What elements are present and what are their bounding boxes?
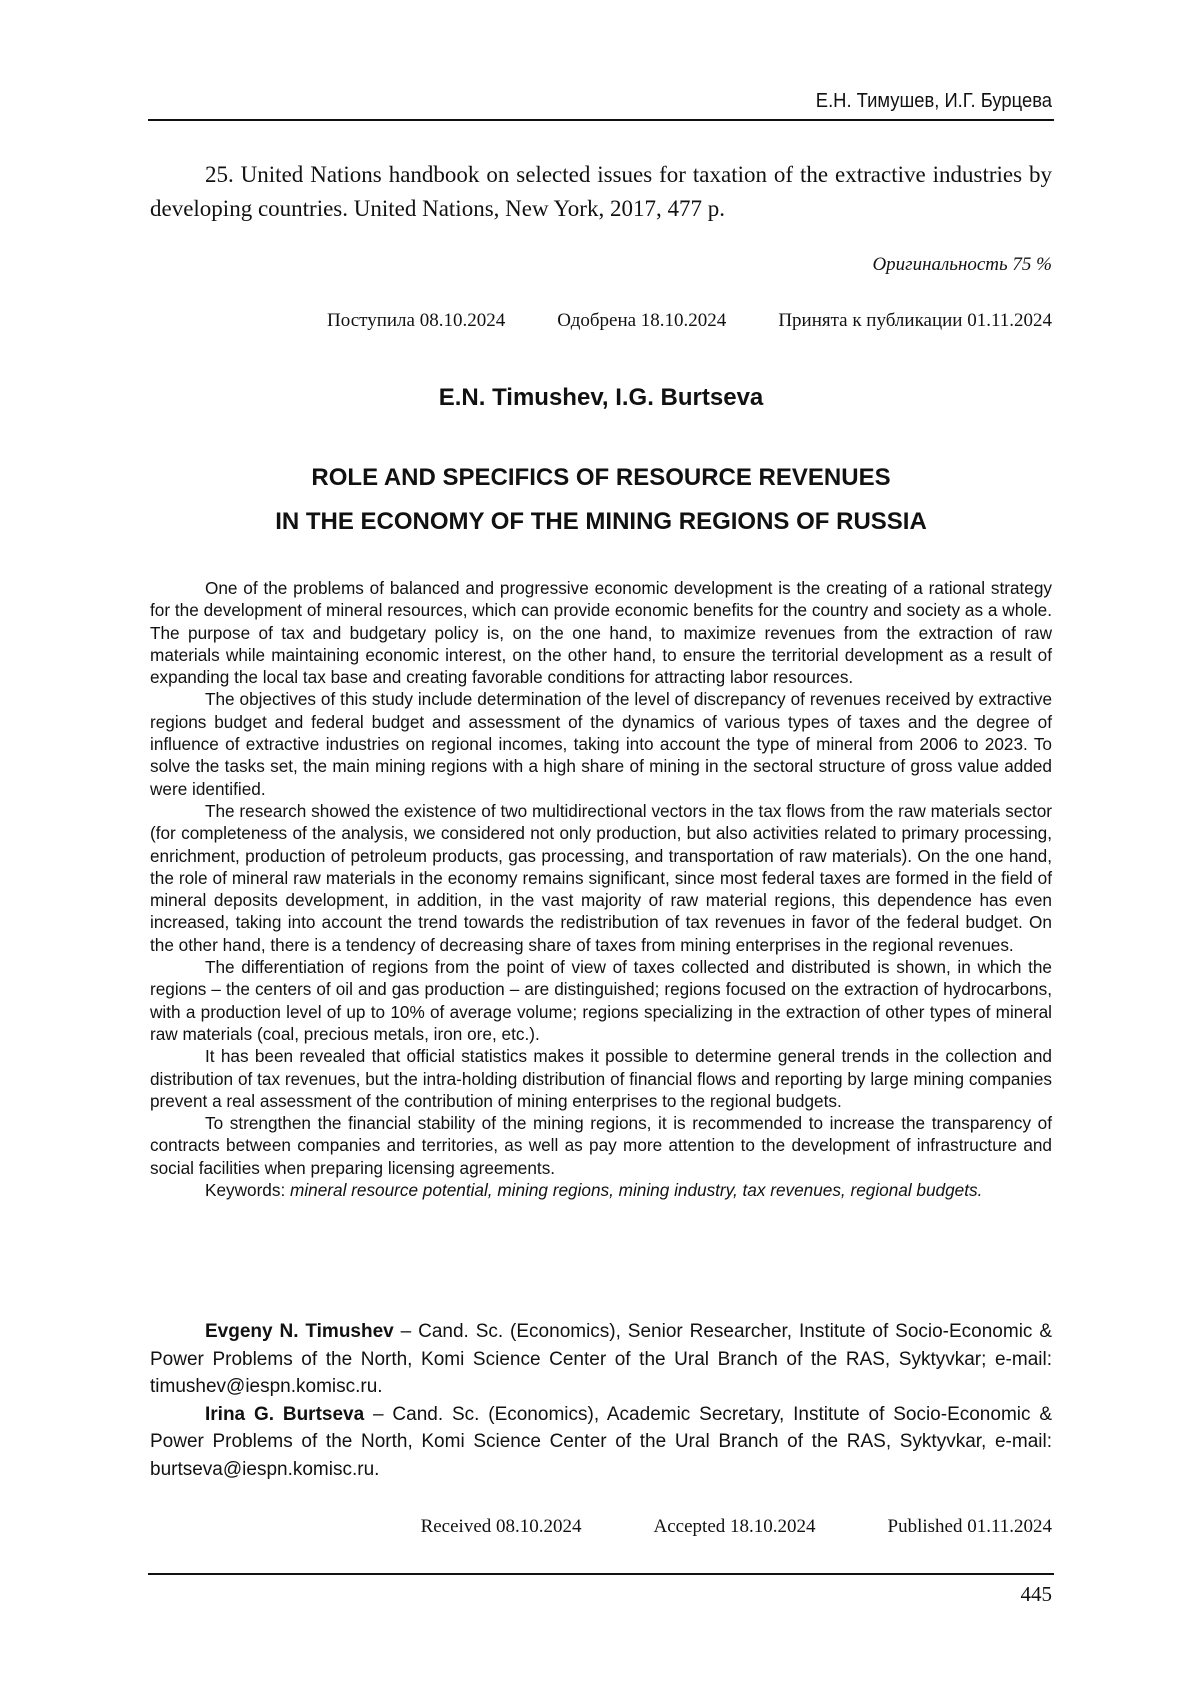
date-approved-ru: Одобрена 18.10.2024 <box>557 310 727 331</box>
author-name: Evgeny N. Timushev <box>205 1321 394 1342</box>
article-authors: E.N. Timushev, I.G. Burtseva <box>438 384 764 411</box>
title-line-2: IN THE ECONOMY OF THE MINING REGIONS OF RUSSIA <box>275 508 927 535</box>
abstract-paragraph: To strengthen the financial stability of the mining regions, it is recommended to increase the transparency of contracts between companies and territories, as well as pay more attention to the development of infrastructure and social facilities when preparing licensing agreements. <box>150 1113 1052 1178</box>
article-title <box>150 456 1052 544</box>
author-entry <box>150 1318 1052 1401</box>
abstract-paragraph: The objectives of this study include determination of the level of discrepancy of revenues received by extractive regions budget and federal budget and assessment of the dynamics of various types of taxes and the degree of influence of extractive industries on regional incomes, taking into account the type of mineral from 2006 to 2023. To solve the tasks set, the main mining regions with a high share of mining in the sectoral structure of gross value added were identified. <box>150 689 1052 799</box>
page-number: 445 <box>1020 1582 1052 1606</box>
author-entry <box>150 1401 1052 1484</box>
running-head: Е.Н. Тимушев, И.Г. Бурцева <box>815 90 1052 112</box>
keywords <box>150 1179 1052 1201</box>
date-received-ru: Поступила 08.10.2024 <box>327 310 506 331</box>
header-rule <box>148 119 1054 121</box>
abstract-paragraph: One of the problems of balanced and progressive economic development is the creating of a rational strategy for the development of mineral resources, which can provide economic benefits for the country and society as a whole. The purpose of tax and budgetary policy is, on the one hand, to maximize revenues from the extraction of raw materials while maintaining economic interest, on the other hand, to ensure the territorial development as a result of expanding the local tax base and creating favorable conditions for attracting labor resources. <box>150 578 1052 688</box>
abstract-paragraph: It has been revealed that official statistics makes it possible to determine general trends in the collection and distribution of tax revenues, but the intra-holding distribution of financial flows and reporting by large mining companies prevent a real assessment of the contribution of mining enterprises to the regional budgets. <box>150 1046 1052 1111</box>
author-details: – Cand. Sc. (Economics), Senior Researcher, Institute of Socio-Economic & Power Problems of the North, Komi Science Center of the Ural Branch of the RAS, Syktyvkar; e-mail: timushev@iespn.komisc.ru. <box>150 1321 1052 1397</box>
date-accepted-ru: Принята к публикации 01.11.2024 <box>778 310 1052 331</box>
abstract-paragraph: The research showed the existence of two multidirectional vectors in the tax flows from the raw materials sector (for completeness of the analysis, we considered not only production, but also activities related to primary processing, enrichment, production of petroleum products, gas processing, and transportation of raw materials). On the one hand, the role of mineral raw materials in the economy remains significant, since most federal taxes are formed in the field of mineral deposits development, in addition, in the vast majority of raw material regions, this dependence has even increased, taking into account the trend towards the redistribution of tax revenues in favor of the federal budget. On the other hand, there is a tendency of decreasing share of taxes from mining enterprises in the regional revenues. <box>150 800 1052 955</box>
date-published-en: Published 01.11.2024 <box>887 1516 1052 1537</box>
author-name: Irina G. Burtseva <box>205 1403 365 1425</box>
originality-note: Оригинальность 75 % <box>872 254 1052 275</box>
abstract <box>150 577 1052 1201</box>
abstract-paragraph: The differentiation of regions from the point of view of taxes collected and distributed is shown, in which the regions – the centers of oil and gas production – are distinguished; regions focused on the extraction of hydrocarbons, with a production level of up to 10% of average volume; regions specializing in the extraction of other types of mineral raw materials (coal, precious metals, iron ore, etc.). <box>150 957 1052 1044</box>
date-received-en: Received 08.10.2024 <box>420 1516 582 1537</box>
footer-rule <box>148 1573 1054 1575</box>
dates-en <box>150 1516 1052 1538</box>
reference-25: 25. United Nations handbook on selected issues for taxation of the extractive industries by developing countries. United Nations, New York, 2017, 477 p. <box>150 162 1052 221</box>
author-details: – Cand. Sc. (Economics), Academic Secretary, Institute of Socio-Economic & Power Problems of the North, Komi Science Center of the Ural Branch of the RAS, Syktyvkar, e-mail: burtseva@iespn.komisc.ru. <box>150 1403 1052 1480</box>
keywords-terms: mineral resource potential, mining regions, mining industry, tax revenues, regional budgets. <box>290 1180 983 1201</box>
date-accepted-en: Accepted 18.10.2024 <box>653 1516 816 1537</box>
author-info <box>150 1318 1052 1483</box>
title-line-1: ROLE AND SPECIFICS OF RESOURCE REVENUES <box>311 464 891 491</box>
keywords-label: Keywords: <box>205 1180 286 1201</box>
dates-ru <box>150 310 1052 332</box>
